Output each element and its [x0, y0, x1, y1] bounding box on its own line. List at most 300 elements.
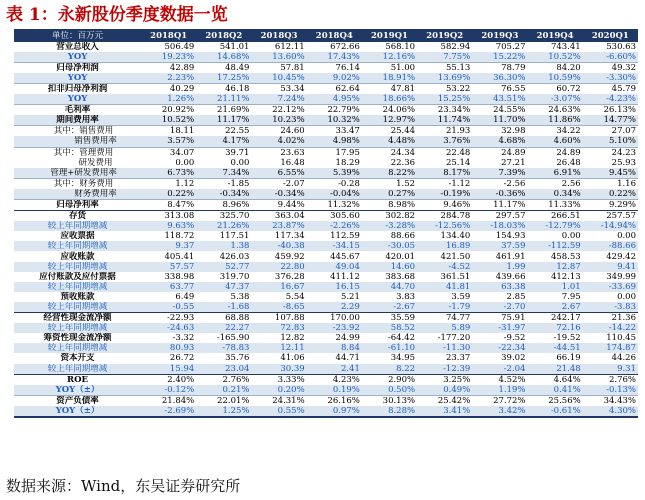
table-cell: 33.47	[307, 126, 362, 137]
table-cell: 16.89	[417, 241, 472, 251]
table-cell: 24.89	[527, 147, 582, 158]
table-cell: 134.40	[440, 231, 471, 242]
table-cell: 319.70	[219, 271, 250, 282]
table-row	[14, 126, 638, 137]
table-cell: 60.72	[527, 83, 582, 94]
table-cell: -0.34%	[196, 189, 251, 200]
table-cell: 49.32	[583, 62, 638, 73]
table-cell: 58.52	[362, 323, 417, 333]
table-cell: 9.45%	[583, 168, 638, 179]
table-row	[14, 406, 638, 416]
table-cell: 63.77	[141, 282, 196, 292]
table-cell: 325.70	[196, 211, 251, 222]
period-header: 2019Q3	[472, 31, 527, 42]
table-row	[14, 94, 638, 105]
table-cell: -0.28	[307, 178, 362, 189]
table-cell: 0.00	[175, 157, 195, 168]
table-cell: -22.34	[472, 343, 527, 353]
table-cell: 1.26%	[141, 94, 196, 105]
table-cell: 5.89	[417, 323, 472, 333]
table-cell: 24.55%	[472, 105, 527, 116]
row-label: 预收账款	[60, 291, 95, 302]
table-cell: -78.83	[196, 343, 251, 353]
table-cell: 3.33%	[251, 374, 306, 385]
row-label: 营业总收入	[56, 41, 99, 52]
table-row	[14, 262, 638, 272]
table-cell: 15.25%	[417, 94, 472, 105]
unit-label: 单位：百万元	[14, 31, 141, 42]
table-cell: 0.49%	[417, 385, 472, 396]
table-cell: 8.96%	[196, 200, 251, 211]
table-row	[14, 73, 638, 84]
table-cell: 4.30%	[583, 406, 638, 416]
table-cell: 57.57	[141, 262, 196, 272]
table-cell: -23.92	[307, 323, 362, 333]
table-row	[14, 168, 638, 179]
table-cell: 411.12	[330, 271, 360, 282]
table-cell: 24.63%	[527, 105, 582, 116]
table-cell: 9.37	[141, 241, 196, 251]
table-cell: 72.83	[251, 323, 306, 333]
table-cell: 22.79%	[307, 105, 362, 116]
table-cell: 23.34%	[417, 105, 472, 116]
table-cell: 541.01	[219, 41, 250, 52]
table-cell: 10.45%	[251, 73, 306, 84]
table-cell: -0.12%	[141, 385, 196, 396]
table-cell: 24.31%	[251, 395, 306, 406]
table-cell: 1.38	[196, 241, 251, 251]
row-label: ROE	[14, 374, 141, 385]
table-cell: 39.71	[196, 147, 251, 158]
table-cell: 18.91%	[362, 73, 417, 84]
table-cell: 0.22%	[141, 189, 196, 200]
table-row	[14, 333, 638, 343]
period-header: 2019Q4	[527, 31, 582, 42]
table-cell: 174.87	[583, 343, 638, 353]
table-cell: 52.77	[196, 262, 251, 272]
table-cell: 7.24%	[251, 94, 306, 105]
table-row	[14, 302, 638, 313]
table-cell: 22.55	[196, 126, 251, 137]
table-cell: 0.41%	[527, 385, 582, 396]
table-cell: -0.04%	[307, 189, 362, 200]
table-cell: -2.70	[472, 302, 527, 313]
table-cell: 506.49	[164, 41, 195, 52]
table-header-row	[14, 31, 638, 42]
table-cell: 4.60%	[527, 136, 582, 147]
table-cell: 66.19	[556, 353, 581, 364]
table-row	[14, 52, 638, 63]
table-row	[14, 313, 638, 324]
table-cell: -1.85	[196, 178, 251, 189]
table-cell: 76.14	[307, 62, 362, 73]
table-cell: -88.66	[583, 241, 638, 251]
table-cell: 34.07	[141, 147, 196, 158]
table-row	[14, 83, 638, 94]
table-cell: 11.86%	[527, 115, 582, 126]
table-row	[14, 292, 638, 302]
table-cell: -31.97	[472, 323, 527, 333]
table-cell: 9.31	[583, 364, 638, 375]
table-cell: 8.98%	[362, 200, 417, 211]
table-cell: -165.90	[216, 333, 250, 344]
quarterly-data-table	[14, 29, 638, 418]
table-cell: -12.79%	[527, 221, 582, 231]
table-cell: 3.76%	[417, 136, 472, 147]
table-cell: 23.63	[251, 147, 306, 158]
table-row	[14, 323, 638, 333]
table-cell: 16.48	[280, 157, 305, 168]
table-cell: -112.59	[527, 241, 582, 251]
table-cell: 112.59	[330, 231, 360, 242]
table-cell: 44.71	[335, 353, 360, 364]
table-cell: 12.11	[251, 343, 306, 353]
table-cell: 14.60	[362, 262, 417, 272]
table-cell: 0.19%	[307, 385, 362, 396]
table-cell: 2.40%	[141, 374, 196, 385]
table-cell: -0.34%	[251, 189, 306, 200]
table-cell: -19.52	[553, 333, 581, 344]
table-cell: 32.98	[472, 126, 527, 137]
row-label: YOY（±）	[14, 385, 141, 396]
table-cell: 21.93	[417, 126, 472, 137]
table-cell: -12.56%	[417, 221, 472, 231]
table-row	[14, 147, 638, 158]
table-cell: 9.02%	[307, 73, 362, 84]
table-cell: 2.41	[307, 364, 362, 375]
table-cell: 7.34%	[196, 168, 251, 179]
table-cell: 78.79	[472, 62, 527, 73]
row-label: YOY（±）	[14, 406, 141, 416]
row-label: 较上年同期增减	[14, 282, 141, 292]
row-label: 较上年同期增减	[14, 343, 141, 353]
row-label: 其中：管理费用	[14, 147, 141, 158]
table-cell: 24.06%	[362, 105, 417, 116]
table-cell: 47.37	[196, 282, 251, 292]
table-cell: 412.13	[550, 271, 581, 282]
table-cell: -33.69	[583, 282, 638, 292]
row-label: 扣非归母净利润	[14, 83, 141, 94]
table-cell: 361.51	[440, 271, 471, 282]
table-cell: 23.37	[445, 353, 471, 364]
table-row	[14, 251, 638, 261]
table-cell: 568.10	[385, 41, 416, 52]
table-cell: -0.61%	[527, 406, 582, 416]
row-label: 财务费用率	[14, 189, 141, 200]
table-cell: 22.36	[390, 157, 416, 168]
table-cell: 420.01	[385, 251, 416, 262]
table-cell: 0.50%	[362, 385, 417, 396]
row-label: 归母净利润	[14, 62, 141, 73]
table-cell: 21.11%	[196, 94, 251, 105]
table-cell: -9.52	[503, 333, 526, 344]
table-cell: 107.88	[251, 313, 306, 324]
table-cell: 18.66%	[362, 94, 417, 105]
table-cell: 17.95	[307, 147, 362, 158]
table-cell: 6.91%	[527, 168, 582, 179]
table-cell: 22.12%	[251, 105, 306, 116]
table-cell: -2.26%	[307, 221, 362, 231]
table-cell: 0.00	[617, 231, 636, 242]
table-cell: 8.84	[307, 343, 362, 353]
row-label: 存货	[14, 211, 141, 222]
table-cell: 117.51	[219, 231, 250, 242]
table-cell: 302.82	[362, 211, 417, 222]
table-cell: 4.95%	[307, 94, 362, 105]
table-cell: 1.19%	[472, 385, 527, 396]
table-cell: 2.76%	[583, 374, 638, 385]
table-cell: -40.38	[251, 241, 306, 251]
table-cell: 40.29	[141, 83, 196, 94]
period-header: 2019Q1	[362, 31, 417, 42]
table-cell: 68.88	[196, 313, 251, 324]
row-label: 经营性现金流净额	[14, 313, 141, 324]
table-cell: -0.13%	[583, 385, 638, 396]
table-cell: 24.34	[362, 147, 417, 158]
table-cell: 2.90%	[362, 374, 417, 385]
table-cell: 5.10%	[583, 136, 638, 147]
table-cell: 4.98%	[307, 136, 362, 147]
table-cell: 41.81	[417, 282, 472, 292]
table-cell: 13.69%	[417, 73, 472, 84]
table-cell: 0.21%	[196, 385, 251, 396]
table-cell: 110.45	[606, 333, 636, 344]
table-cell: 16.15	[307, 282, 362, 292]
row-label: 其中：销售费用	[14, 126, 141, 137]
row-label: 较上年同期增减	[14, 221, 141, 231]
table-cell: 23.04	[196, 364, 251, 375]
table-cell: 22.27	[196, 323, 251, 333]
table-cell: 21.69%	[196, 105, 251, 116]
table-cell: -30.05	[362, 241, 417, 251]
table-cell: 7.75%	[417, 52, 472, 63]
table-row	[14, 136, 638, 147]
table-cell: 376.28	[274, 271, 305, 282]
table-row	[14, 353, 638, 363]
row-label: 较上年同期增减	[14, 323, 141, 333]
table-cell: 6.73%	[141, 168, 196, 179]
table-cell: 0.00	[230, 157, 250, 168]
table-cell: 47.81	[362, 83, 417, 94]
table-cell: 5.54	[285, 291, 305, 302]
table-cell: -22.93	[141, 313, 196, 324]
table-cell: 44.26	[611, 353, 636, 364]
table-cell: 439.66	[495, 271, 526, 282]
table-cell: 62.64	[307, 83, 362, 94]
table-cell: 76.55	[472, 83, 527, 94]
table-cell: 21.36	[583, 313, 638, 324]
table-cell: 63.38	[472, 282, 527, 292]
table-cell: 0.00	[617, 291, 636, 302]
table-cell: 53.34	[251, 83, 306, 94]
table-cell: 27.21	[501, 157, 526, 168]
table-cell: 10.52%	[141, 115, 196, 126]
table-cell: 8.17%	[417, 168, 472, 179]
period-header: 2018Q4	[307, 31, 362, 42]
table-cell: 0.20%	[251, 385, 306, 396]
table-cell: 44.70	[362, 282, 417, 292]
table-cell: 10.52%	[527, 52, 582, 63]
row-label: 应收票据	[60, 231, 95, 242]
table-cell: 18.11	[141, 126, 196, 137]
table-cell: 429.42	[606, 251, 636, 262]
table-cell: 3.59	[451, 291, 471, 302]
table-cell: 0.34%	[527, 189, 582, 200]
table-cell: -4.23%	[583, 94, 638, 105]
data-source-note: 数据来源：Wind，东吴证券研究所	[6, 477, 241, 495]
table-cell: -3.83	[583, 302, 638, 313]
table-cell: -1.79	[417, 302, 472, 313]
table-cell: 461.91	[495, 251, 526, 262]
table-cell: 17.43%	[307, 52, 362, 63]
table-cell: 57.81	[251, 62, 306, 73]
row-label: 应付账款及应付票据	[39, 271, 116, 282]
table-cell: -3.07%	[527, 94, 582, 105]
table-cell: 2.23%	[141, 73, 196, 84]
table-cell: 34.22	[527, 126, 582, 137]
table-cell: -64.42	[387, 333, 416, 344]
table-cell: 11.74%	[417, 115, 472, 126]
table-cell: 672.66	[330, 41, 360, 52]
table-cell: 22.01%	[196, 395, 251, 406]
row-label: 毛利率	[14, 105, 141, 116]
table-row	[14, 158, 638, 168]
table-cell: 8.22	[362, 364, 417, 375]
table-cell: 14.77%	[583, 115, 638, 126]
table-cell: 45.79	[583, 83, 638, 94]
table-cell: 2.85	[506, 291, 526, 302]
table-cell: 12.16%	[362, 52, 417, 63]
period-header: 2018Q3	[251, 31, 306, 42]
table-cell: 297.57	[472, 211, 527, 222]
table-cell: 9.63%	[141, 221, 196, 231]
row-label: 研发费用	[78, 157, 113, 168]
table-cell: 1.52	[362, 178, 417, 189]
table-cell: 363.04	[251, 211, 306, 222]
table-cell: 2.29	[307, 302, 362, 313]
table-cell: 5.21	[340, 291, 360, 302]
table-cell: -177.20	[437, 333, 471, 344]
table-row	[14, 364, 638, 375]
table-cell: 8.47%	[141, 200, 196, 211]
table-cell: 74.77	[417, 313, 472, 324]
table-row	[14, 231, 638, 241]
table-row	[14, 189, 638, 200]
table-cell: 13.60%	[251, 52, 306, 63]
table-cell: 10.59%	[527, 73, 582, 84]
table-cell: 154.93	[495, 231, 526, 242]
table-cell: 12.87	[527, 262, 582, 272]
table-cell: 4.02%	[251, 136, 306, 147]
table-cell: 705.27	[495, 41, 526, 52]
table-cell: 4.52%	[472, 374, 527, 385]
table-cell: 266.51	[527, 211, 582, 222]
table-cell: 4.68%	[472, 136, 527, 147]
table-cell: -3.28%	[362, 221, 417, 231]
table-cell: -24.63	[141, 323, 196, 333]
table-cell: -0.19%	[417, 189, 472, 200]
table-cell: 25.42%	[417, 395, 472, 406]
table-cell: 24.60	[251, 126, 306, 137]
table-cell: -44.51	[527, 343, 582, 353]
table-cell: 42.89	[141, 62, 196, 73]
table-row	[14, 343, 638, 353]
table-cell: -12.39	[417, 364, 472, 375]
row-label: 归母净利率	[14, 200, 141, 211]
table-cell: 2.76%	[196, 374, 251, 385]
table-cell: 9.46%	[417, 200, 472, 211]
table-cell: 55.13	[417, 62, 472, 73]
row-label: 期间费用率	[14, 115, 141, 126]
table-cell: -2.07	[251, 178, 306, 189]
table-row	[14, 395, 638, 406]
table-cell: 22.48	[417, 147, 472, 158]
table-cell: 88.66	[390, 231, 416, 242]
table-cell: -11.30	[417, 343, 472, 353]
table-cell: 12.97%	[362, 115, 417, 126]
table-cell: 426.03	[219, 251, 250, 262]
table-cell: 27.72%	[472, 395, 527, 406]
table-cell: 4.64%	[527, 374, 582, 385]
table-cell: 0.00	[561, 231, 581, 242]
table-cell: 21.48	[527, 364, 582, 375]
table-cell: 743.41	[550, 41, 581, 52]
table-cell: 530.63	[606, 41, 636, 52]
table-cell: 7.39%	[472, 168, 527, 179]
table-cell: 26.13%	[583, 105, 638, 116]
table-cell: -2.69%	[141, 406, 196, 416]
table-cell: 11.32%	[307, 200, 362, 211]
table-cell: 21.26%	[196, 221, 251, 231]
table-cell: 34.95	[390, 353, 416, 364]
table-cell: 24.23	[583, 147, 638, 158]
table-cell: 3.25%	[417, 374, 472, 385]
table-cell: -4.52	[417, 262, 472, 272]
table-cell: 17.25%	[196, 73, 251, 84]
table-cell: 4.48%	[362, 136, 417, 147]
table-cell: -6.60%	[583, 52, 638, 63]
table-cell: 4.23%	[307, 374, 362, 385]
table-cell: 26.72	[169, 353, 195, 364]
table-cell: 284.78	[417, 211, 472, 222]
table-cell: 14.68%	[196, 52, 251, 63]
table-cell: 383.68	[385, 271, 416, 282]
table-row	[14, 62, 638, 73]
table-cell: 313.08	[141, 211, 196, 222]
table-cell: 25.44	[362, 126, 417, 137]
table-cell: 5.39%	[307, 168, 362, 179]
table-cell: 10.23%	[251, 115, 306, 126]
row-label: YOY	[14, 52, 141, 63]
period-header: 2018Q2	[196, 31, 251, 42]
table-cell: 75.91	[472, 313, 527, 324]
table-row	[14, 200, 638, 211]
table-row	[14, 178, 638, 189]
table-cell: 15.22%	[472, 52, 527, 63]
table-row	[14, 211, 638, 222]
table-cell: -3.30%	[583, 73, 638, 84]
table-cell: 35.59	[362, 313, 417, 324]
table-cell: -14.94%	[583, 221, 638, 231]
table-row	[14, 105, 638, 116]
table-cell: 4.17%	[196, 136, 251, 147]
table-cell: 1.12	[141, 178, 196, 189]
table-cell: 338.98	[164, 271, 195, 282]
table-row	[14, 272, 638, 282]
table-cell: 8.28%	[362, 406, 417, 416]
table-cell: 582.94	[440, 41, 471, 52]
table-cell: 0.22%	[583, 189, 638, 200]
